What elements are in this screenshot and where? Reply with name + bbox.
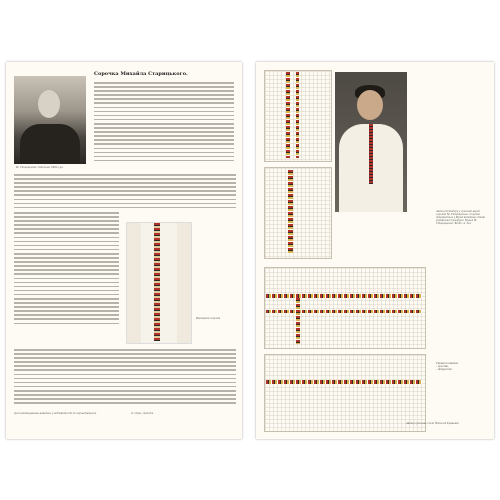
shirt-fragment-image — [126, 222, 192, 344]
footnote-right: О. Сірко, тексти — [131, 412, 154, 415]
shirt-sleeve-left — [127, 223, 141, 343]
photo-caption — [436, 210, 490, 225]
pattern-4-band — [266, 380, 422, 384]
model-head — [357, 90, 383, 120]
pattern-3-band-b — [266, 310, 422, 313]
portrait-caption: М. Старицький. Світлина 1900-х рр. — [16, 166, 64, 169]
shirt-embroidery-band — [154, 223, 160, 341]
footnote-left: Далі найменування наведено у відповідності до першоджерела. — [14, 412, 97, 415]
model-shirt-embroidery — [369, 124, 373, 184]
article-title: Сорочка Михайла Старицького. — [94, 71, 188, 77]
model-photo — [335, 72, 407, 212]
shirt-caption: Фрагмент сорочки — [196, 317, 221, 320]
pattern-chart-3 — [264, 267, 426, 349]
body-text-block-1 — [14, 174, 236, 211]
pattern-1-band-b — [296, 72, 299, 158]
body-text-block-2 — [14, 212, 119, 327]
pattern-3-band-a — [266, 294, 422, 298]
pattern-chart-2 — [264, 167, 332, 259]
shirt-sleeve-right — [177, 223, 191, 343]
legend-title: Умовні позначки : — [436, 362, 460, 365]
pattern-chart-4 — [264, 354, 426, 432]
starytsky-portrait — [14, 76, 86, 164]
pattern-1-band-a — [286, 72, 290, 158]
portrait-face — [38, 90, 60, 118]
pattern-3-band-c — [296, 298, 300, 344]
photo-caption-line3: Фото: А. Зел — [454, 222, 472, 225]
portrait-coat — [20, 124, 80, 164]
left-page — [6, 62, 242, 439]
photo-caption-line2: Сорочка зберігається у Музеї видатних діячів української культури. Музей М. Старицького. — [436, 213, 485, 225]
legend-item-cross: – хрестик, — [436, 365, 449, 368]
author-credit: Автор сучасних схем: Наталія Кривенко — [406, 422, 460, 425]
intro-text-block — [94, 82, 234, 164]
legend — [436, 362, 490, 371]
pattern-2-band — [288, 170, 293, 254]
photo-caption-line1: Антон Остабчук у сучасній версії сорочки М. Старицького. — [436, 210, 480, 216]
legend-item-halfcross: – півхрестик. — [436, 368, 453, 371]
body-text-block-3 — [14, 349, 236, 406]
